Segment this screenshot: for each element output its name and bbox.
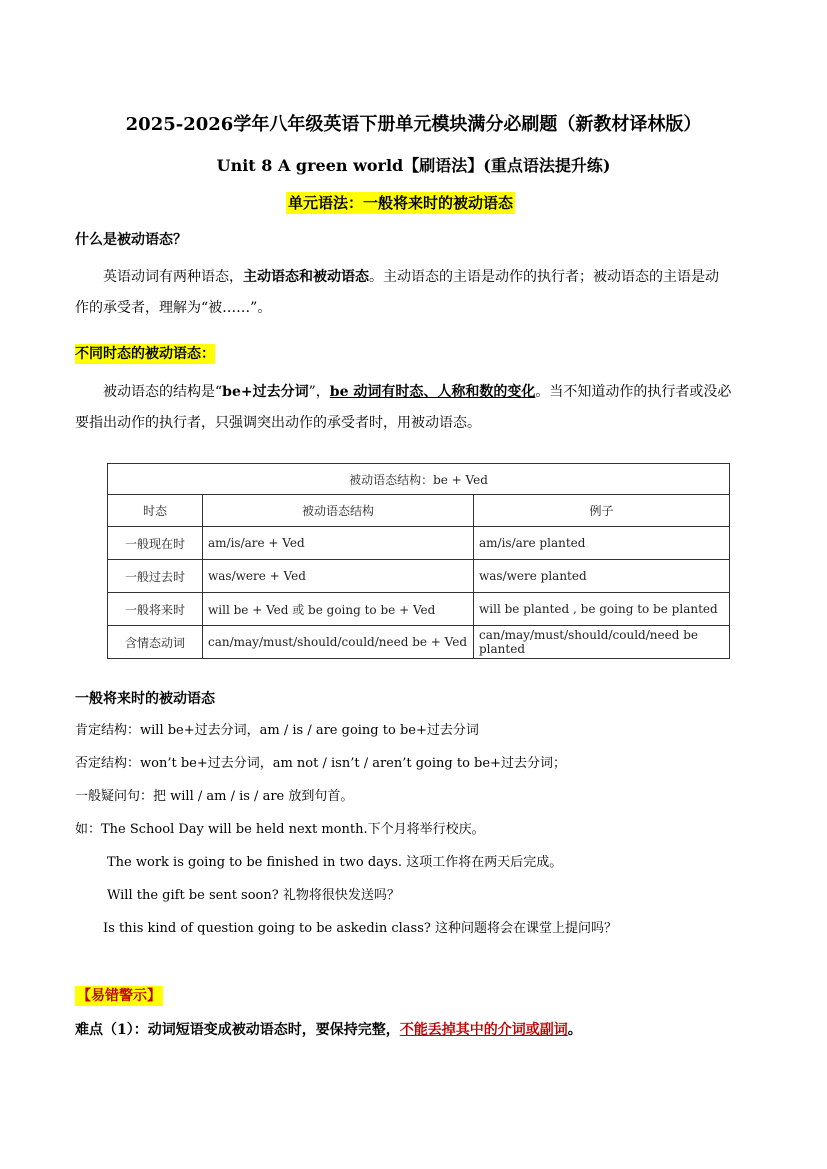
underlined-emphasis: 动词有时态、人称和数的变化 <box>348 384 536 400</box>
section-heading-tenses: 不同时态的被动语态： <box>75 346 215 362</box>
table-row <box>108 593 730 626</box>
emphasis: 主动语态和被动语态 <box>243 269 369 285</box>
table-header-cell: 时态 <box>108 495 203 527</box>
table-cell: will be + Ved 或 be going to be + Ved <box>203 593 474 626</box>
table-cell: was/were planted <box>474 560 730 593</box>
text: 英语动词有两种语态， <box>103 269 243 285</box>
table-cell: can/may/must/should/could/need be planted <box>474 626 730 659</box>
table-cell: 含情态动词 <box>108 626 203 659</box>
example-sentence: Will the gift be sent soon? 礼物将很快发送吗？ <box>107 888 400 903</box>
table-cell: 一般现在时 <box>108 527 203 560</box>
text: 。 <box>567 1022 582 1038</box>
text: ”， <box>308 384 330 400</box>
table-cell: 一般将来时 <box>108 593 203 626</box>
example-sentence: The work is going to be finished in two days. 这项工作将在两天后完成。 <box>107 855 563 870</box>
document-title: 2025-2026学年八年级英语下册单元模块满分必刷题（新教材译林版） <box>125 114 702 135</box>
table-cell: will be planted , be going to be planted <box>474 593 730 626</box>
section-heading-future-passive: 一般将来时的被动语态 <box>75 691 215 707</box>
affirmative-structure: 肯定结构：will be+过去分词，am / is / are going to be+过去分词 <box>75 723 479 738</box>
table-cell: can/may/must/should/could/need be + Ved <box>203 626 474 659</box>
passive-voice-table <box>107 463 730 659</box>
table-row <box>108 527 730 560</box>
table-row <box>108 626 730 659</box>
text: 。当不知道动作的执行者或没必 <box>535 384 732 400</box>
negative-structure: 否定结构：won’t be+过去分词，am not / isn’t / aren’t going to be+过去分词； <box>75 756 566 771</box>
grammar-heading: 单元语法：一般将来时的被动语态 <box>288 194 514 212</box>
table-caption: 被动语态结构：be + Ved <box>108 464 730 495</box>
error-warning-label: 【易错警示】 <box>77 988 161 1004</box>
table-header-cell: 被动语态结构 <box>203 495 474 527</box>
passive-structure-paragraph <box>75 377 755 439</box>
document-subtitle: Unit 8 A green world【刷语法】(重点语法提升练) <box>216 156 611 175</box>
section-heading-what-is-passive: 什么是被动语态？ <box>75 232 187 248</box>
table-header-cell: 例子 <box>474 495 730 527</box>
text: 难点（1）：动词短语变成被动语态时，要保持完整， <box>75 1022 400 1038</box>
table-row <box>108 560 730 593</box>
text: 被动语态的结构是“ <box>103 384 223 400</box>
emphasis: be+过去分词 <box>222 384 309 400</box>
example-sentence: Is this kind of question going to be askedin class? 这种问题将会在课堂上提问吗？ <box>103 921 617 936</box>
question-structure: 一般疑问句：把 will / am / is / are 放到句首。 <box>75 789 354 804</box>
passive-definition-paragraph <box>75 262 755 324</box>
difficulty-note <box>75 1019 582 1039</box>
red-emphasis: 不能丢掉其中的介词或副词 <box>399 1022 568 1038</box>
example-sentence: 如：The School Day will be held next month.下个月将举行校庆。 <box>75 822 485 837</box>
table-cell: am/is/are planted <box>474 527 730 560</box>
text: 。主动语态的主语是动作的执行者；被动语态的主语是动 <box>369 269 719 285</box>
table-cell: am/is/are + Ved <box>203 527 474 560</box>
table-cell: 一般过去时 <box>108 560 203 593</box>
text: 要指出动作的执行者，只强调突出动作的承受者时，用被动语态。 <box>75 415 481 431</box>
text: 作的承受者，理解为“被……”。 <box>75 300 272 316</box>
underlined-emphasis: be <box>329 384 349 400</box>
table-cell: was/were + Ved <box>203 560 474 593</box>
